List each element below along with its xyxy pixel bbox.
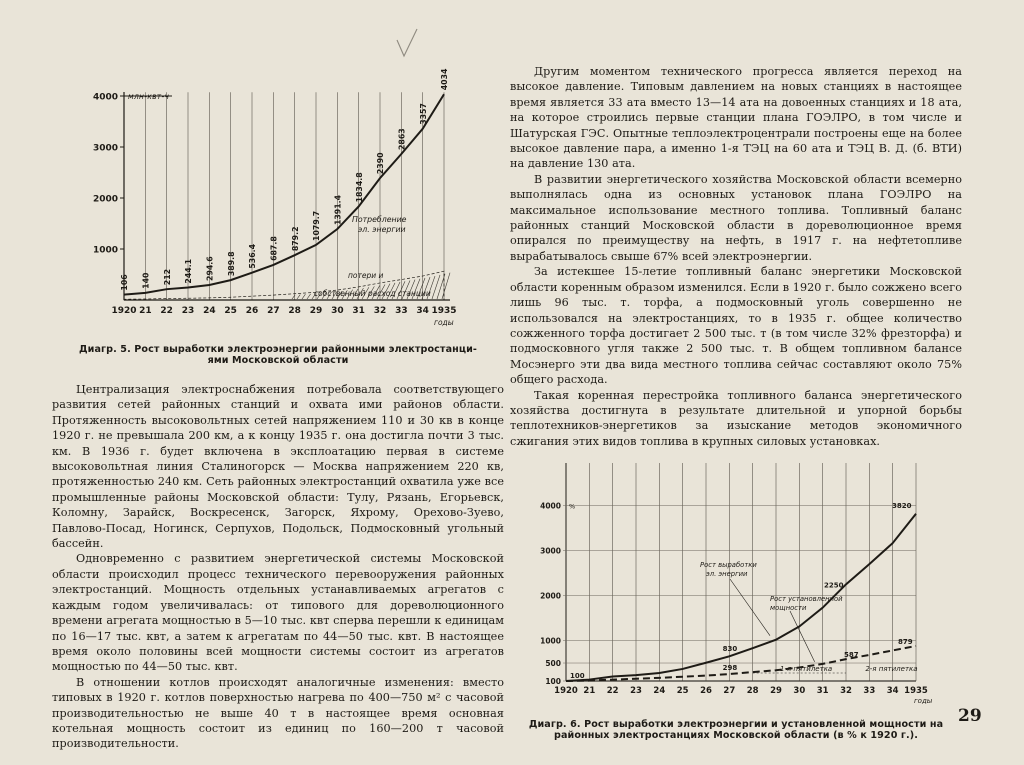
value-label: 298 — [722, 664, 738, 673]
x-tick-label: 31 — [816, 686, 829, 697]
y-tick-label: 3000 — [92, 143, 118, 154]
series2-label-line1: Рост установленной — [770, 595, 843, 604]
x-tick-label: 24 — [653, 686, 666, 697]
diagram-5-labels — [93, 68, 457, 327]
y-tick-label: 500 — [545, 659, 561, 669]
label-pointer — [730, 579, 770, 636]
x-tick-label: 28 — [746, 686, 759, 697]
data-label: 106 — [120, 274, 130, 291]
hatch-stroke — [307, 294, 311, 299]
right-body-text — [510, 64, 962, 449]
x-tick-label: 25 — [676, 686, 689, 697]
percent-sign: % — [569, 502, 576, 511]
data-label: 212 — [162, 268, 172, 286]
data-label: 1834.8 — [354, 172, 364, 203]
y-tick-label: 4000 — [92, 92, 118, 103]
x-tick-label: 1935 — [904, 686, 928, 697]
value-label: 100 — [570, 672, 585, 681]
x-tick-label: 29 — [309, 306, 323, 316]
x-tick-label: 1920 — [554, 686, 578, 697]
data-label: 1391.4 — [333, 194, 343, 226]
data-label: 2390 — [376, 152, 386, 175]
diagram-6-chart — [510, 455, 962, 717]
paragraph: За истекшее 15-летие топливный баланс энергетики Московской области коренным образом изменился. Если в 1920 г. было сожжено всего лишь 96 тыс. т. торфа, а подмосковный уголь совершенно не использовался на электростанциях, то в 1935 г. общее количество сожженного торфа достигает 2 500 тыс. т (в том числе 32% фрезторфа) и подмосковного угля также 2 500 тыс. т. В общем топливном балансе Мосэнерго эти два вида местного топлива сейчас составляют около 75% общего расхода. — [510, 265, 962, 387]
page-number: 29 — [958, 706, 982, 726]
diagram-5-caption-line1: Диагр. 5. Рост выработки электроэнергии районными электростанци- — [78, 344, 478, 355]
x-tick-label: 26 — [245, 306, 259, 316]
series1-label-line1: Рост выработки — [700, 561, 757, 570]
x-tick-label: 32 — [840, 686, 852, 697]
x-tick-label: 23 — [181, 306, 195, 316]
pencil-check-mark — [394, 26, 420, 60]
data-label: 294.6 — [205, 256, 215, 281]
consumption-curve — [124, 94, 444, 294]
diagram-5 — [52, 68, 504, 366]
value-label: 587 — [844, 651, 859, 660]
diagram-5-chart — [52, 68, 504, 338]
x-tick-label: 24 — [203, 306, 216, 316]
second-five-year-plan-label: 2-я пятилетка — [865, 665, 918, 674]
y-tick-label: 1000 — [540, 636, 561, 646]
x-tick-label: 28 — [288, 306, 301, 316]
value-label: 2250 — [824, 581, 844, 590]
y-tick-label: 2000 — [540, 591, 561, 601]
hatch-stroke — [297, 295, 300, 299]
diagram-5-caption-line2: ями Московской области — [207, 355, 349, 366]
unit-label: млн-квт-ч — [128, 92, 170, 101]
left-body-text — [52, 382, 504, 752]
x-tick-label: 34 — [416, 306, 429, 316]
curve-label-line1: Потребление — [352, 215, 407, 224]
x-axis-label: годы — [434, 318, 454, 327]
x-tick-label: 30 — [793, 686, 806, 697]
series2-label-line2: мощности — [770, 604, 807, 613]
x-tick-label: 21 — [583, 686, 596, 697]
losses-label-line2: собственный расход станции — [314, 289, 431, 298]
paragraph: Такая коренная перестройка топливного баланса энергетического хозяйства достигнута в результате длительной и упорной борьбы теплотехников-энергетиков за изыскание методов экономичного сжигания этих видов топлива в крупных силовых установках. — [510, 388, 962, 448]
x-tick-label: 34 — [886, 686, 899, 697]
paragraph: Одновременно с развитием энергетической системы Московской области происходил процесс технического перевооружения районных электростанций. Мощность отдельных устанавливаемых агрегатов с каждым годом увеличивалась: от типового для дореволюционного времени агрегата мощностью в 5—10 тыс. квт сперва перешли к единицам по 16—17 тыс. квт, а затем к агрегатам по 44—50 тыс. квт. В настоящее время около половины всей мощности системы состоит из агрегатов мощностью по 44—50 тыс. квт. — [52, 552, 504, 674]
x-tick-label: 27 — [267, 306, 280, 316]
x-tick-label: 27 — [723, 686, 736, 697]
curve-label-line2: эл. энергии — [358, 225, 406, 234]
hatch-stroke — [442, 273, 450, 299]
x-tick-label: 30 — [331, 306, 344, 316]
x-axis-label: годы — [914, 697, 933, 706]
data-label: 2863 — [397, 128, 407, 150]
diagram-6-labels — [540, 502, 933, 705]
y-tick-label: 100 — [545, 677, 561, 687]
diagram-5-grid — [120, 92, 450, 300]
x-tick-label: 23 — [630, 686, 642, 697]
y-tick-label: 2000 — [92, 194, 118, 205]
data-label: 140 — [141, 272, 151, 289]
x-tick-label: 33 — [395, 306, 408, 316]
data-label: 1079.7 — [312, 210, 322, 241]
y-tick-label: 1000 — [92, 245, 118, 256]
x-tick-label: 1920 — [111, 306, 137, 316]
series1-label-line2: эл. энергии — [706, 570, 748, 579]
value-label: 3820 — [892, 501, 912, 510]
x-tick-label: 22 — [160, 306, 173, 316]
data-label: 389.8 — [226, 251, 236, 277]
hatch-stroke — [432, 275, 440, 299]
value-label: 830 — [722, 645, 738, 654]
x-tick-label: 32 — [373, 306, 387, 316]
diagram-6-caption — [510, 719, 962, 741]
data-label: 244.1 — [184, 258, 194, 284]
x-tick-label: 25 — [224, 306, 237, 316]
x-tick-label: 21 — [139, 306, 152, 316]
value-label: 879 — [898, 638, 913, 647]
x-tick-label: 1935 — [431, 306, 457, 316]
diagram-6-caption-line2: районных электростанциях Московской области (в % к 1920 г.). — [553, 730, 918, 742]
diagram-6 — [510, 455, 962, 741]
data-label: 4034 — [440, 68, 450, 91]
paragraph: В отношении котлов происходят аналогичные изменения: вместо типовых в 1920 г. котлов поверхностью нагрева по 400—750 м² с часовой производительностью не выше 40 т в настоящее время основная котельная мощность состоит из единиц по 160—200 т часовой производительности. — [52, 675, 504, 751]
y-tick-label: 3000 — [540, 546, 561, 556]
paragraph: Централизация электроснабжения потребовала соответствующего развития сетей районных станций и охвата ими районов области. Протяженность высоковольтных сетей напряжением 110 и 30 кв в конце 1920 г. не превышала 200 км, а к концу 1935 г. она достигла почти 3 тыс. км. В 1936 г. будет включена в эксплоатацию первая в системе высоковольтная линия Сталиногорск — Москва напряжением 220 кв, протяженностью 240 км. Сеть районных электростанций охватила уже все промышленные районы Московской области: Тулу, Рязань, Егорьевск, Коломну, Зарайск, Воскресенск, Загорск, Яхрому, Орехово-Зуево, Павлово-Посад, Ногинск, Серпухов, Подольск, Подмосковный угольный бассейн. — [52, 383, 504, 551]
hatch-stroke — [302, 294, 305, 299]
label-pointer — [790, 611, 815, 662]
losses-label-line1: потери и — [348, 271, 384, 280]
data-label: 536.4 — [248, 243, 258, 269]
right-column — [510, 64, 962, 741]
x-tick-label: 29 — [770, 686, 782, 697]
left-column — [52, 68, 504, 752]
diagram-6-caption-line1: Диагр. 6. Рост выработки электроэнергии и установленной мощности на — [528, 719, 944, 731]
diagram-6-curves — [566, 514, 916, 681]
data-label: 687.8 — [269, 236, 279, 261]
diagram-5-caption — [52, 344, 504, 366]
x-tick-label: 22 — [606, 686, 619, 697]
first-five-year-plan-label: 1-я пятилетка — [780, 665, 833, 674]
x-tick-label: 33 — [863, 686, 876, 697]
y-tick-label: 4000 — [540, 501, 561, 511]
data-label: 3357 — [418, 103, 428, 125]
x-tick-label: 31 — [352, 306, 365, 316]
diagram-5-curve — [124, 94, 444, 294]
paragraph: Другим моментом технического прогресса является переход на высокое давление. Типовым давлением на новых станциях в настоящее время является 33 ата вместо 13—14 ата на довоенных станциях и 18 ата, на которое строились первые станции плана ГОЭЛРО, в том числе и Шатурская ГЭС. Опытные теплоэлектроцентрали построены еще на более высокое давление пара, а именно 1-я ТЭЦ на 60 ата и ТЭЦ В. Д. (б. ВТИ) на давление 130 ата. — [510, 65, 962, 171]
x-tick-label: 26 — [700, 686, 712, 697]
data-label: 879.2 — [290, 226, 300, 252]
paragraph: В развитии энергетического хозяйства Московской области всемерно выполнялась одна из основных установок плана ГОЭЛРО на максимальное использование местного топлива. Топливный баланс районных станций Московской области в дореволюционное время опирался по преимуществу на нефть, в 1917 г. на нефтетопливе вырабатывалось свыше 67% всей электроэнергии. — [510, 172, 962, 263]
